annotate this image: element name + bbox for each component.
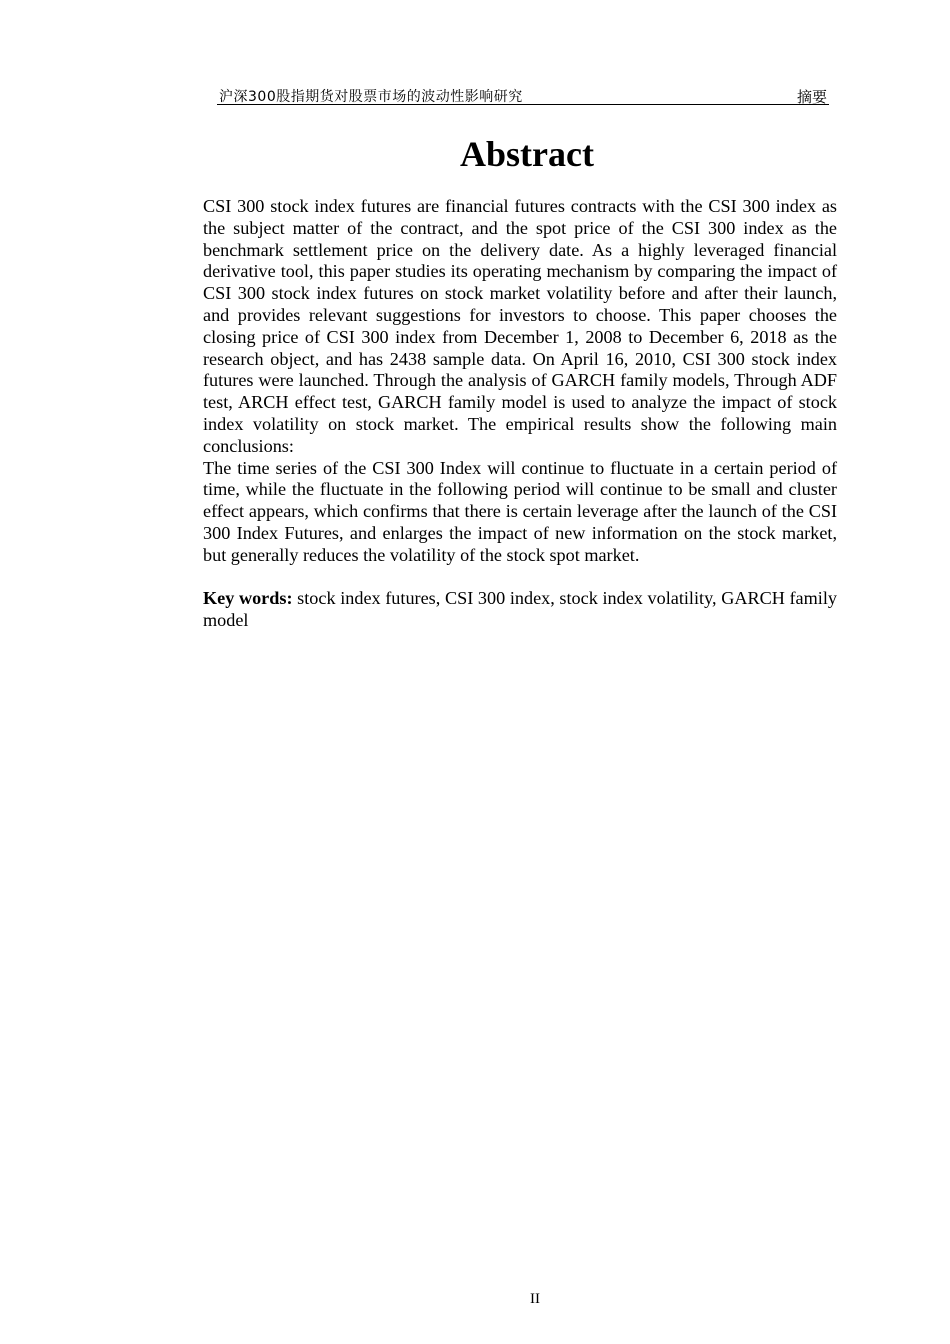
- abstract-paragraph: CSI 300 stock index futures are financial futures contracts with the CSI 300 index as the subject matter of the contract, and the spot price of the CSI 300 index as the benchmark settlement price on the delivery date. As a highly leveraged financial derivative tool, this paper studies its operating mechanism by comparing the impact of CSI 300 stock index futures on stock market volatility before and after their launch, and provides relevant suggestions for investors to choose. This paper chooses the closing price of CSI 300 index from December 1, 2008 to December 6, 2018 as the research object, and has 2438 sample data. On April 16, 2010, CSI 300 stock index futures were launched. Through the analysis of GARCH family models, Through ADF test, ARCH effect test, GARCH family model is used to analyze the impact of stock index volatility on stock market. The empirical results show the following main conclusions:: [203, 196, 837, 456]
- abstract-body: [203, 196, 837, 632]
- keywords-text: stock index futures, CSI 300 index, stock index volatility, GARCH family model: [203, 588, 837, 631]
- keywords-line: [203, 588, 837, 632]
- header-thesis-title: 沪深300股指期货对股票市场的波动性影响研究: [219, 89, 523, 105]
- page-number: II: [530, 1291, 540, 1307]
- running-header: [217, 84, 829, 105]
- abstract-paragraph: The time series of the CSI 300 Index will continue to fluctuate in a certain period of time, while the fluctuate in the following period will continue to be small and cluster effect appears, which confirms that there is certain leverage after the launch of the CSI 300 Index Futures, and enlarges the impact of new information on the stock market, but generally reduces the volatility of the stock spot market.: [203, 457, 837, 565]
- keywords-label: Key words:: [203, 588, 293, 609]
- page-title: Abstract: [460, 134, 594, 174]
- header-section-label: 摘要: [796, 88, 827, 106]
